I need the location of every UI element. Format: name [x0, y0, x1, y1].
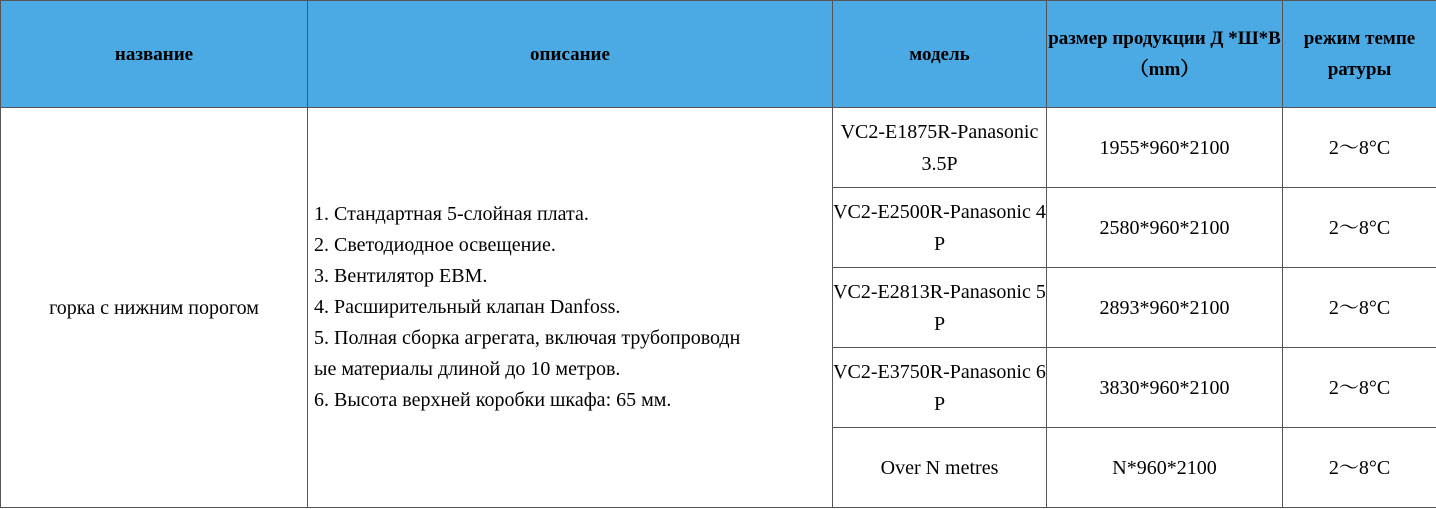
description-line: 5. Полная сборка агрегата, включая трубопроводн	[314, 327, 741, 349]
description-line: 4. Расширительный клапан Danfoss.	[314, 296, 621, 318]
model-cell: VC2-E3750R-Panasonic 6 P	[833, 348, 1047, 428]
model-cell: VC2-E2813R-Panasonic 5 P	[833, 268, 1047, 348]
description-line: 3. Вентилятор EBM.	[314, 265, 488, 287]
model-cell: VC2-E2500R-Panasonic 4 P	[833, 188, 1047, 268]
header-description: описание	[308, 1, 833, 108]
header-temperature: режим темпе ратуры	[1283, 1, 1436, 108]
temperature-cell: 2～8°C	[1283, 428, 1436, 508]
header-model: модель	[833, 1, 1047, 108]
header-size: размер продукции Д *Ш*В （mm）	[1047, 1, 1283, 108]
model-cell: Over N metres	[833, 428, 1047, 508]
header-row	[1, 1, 1436, 108]
temperature-cell: 2～8°C	[1283, 108, 1436, 188]
size-cell: 3830*960*2100	[1047, 348, 1283, 428]
table-row	[1, 108, 1436, 188]
temperature-cell: 2～8°C	[1283, 268, 1436, 348]
product-description	[308, 108, 833, 508]
description-line: ые материалы длиной до 10 метров.	[314, 358, 621, 380]
size-cell: 2580*960*2100	[1047, 188, 1283, 268]
size-cell: N*960*2100	[1047, 428, 1283, 508]
product-name: горка с нижним порогом	[1, 108, 308, 508]
header-name: название	[1, 1, 308, 108]
description-line: 6. Высота верхней коробки шкафа: 65 мм.	[314, 389, 672, 411]
size-cell: 2893*960*2100	[1047, 268, 1283, 348]
model-cell: VC2-E1875R-Panasonic 3.5P	[833, 108, 1047, 188]
description-line: 2. Светодиодное освещение.	[314, 234, 556, 256]
temperature-cell: 2～8°C	[1283, 188, 1436, 268]
temperature-cell: 2～8°C	[1283, 348, 1436, 428]
size-cell: 1955*960*2100	[1047, 108, 1283, 188]
description-line: 1. Стандартная 5-слойная плата.	[314, 203, 589, 225]
